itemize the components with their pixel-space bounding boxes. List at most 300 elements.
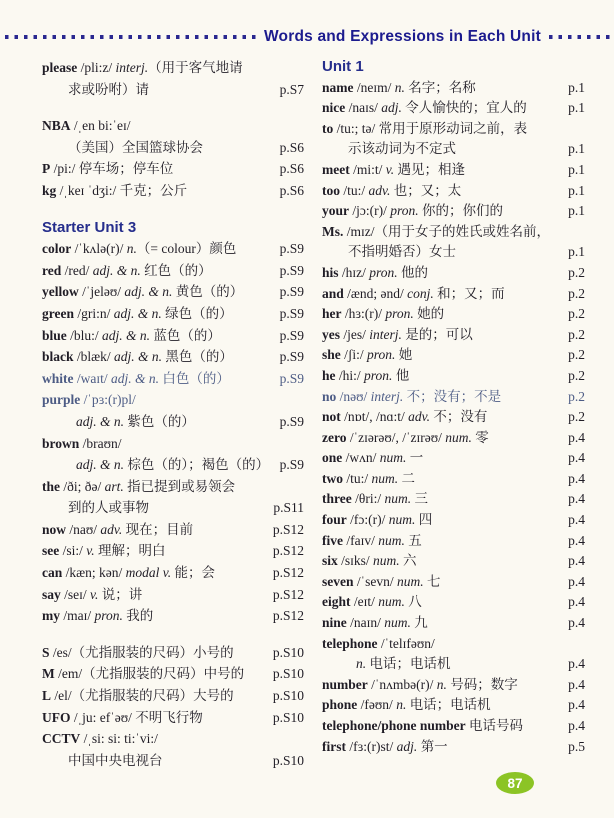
entry-word: P	[42, 161, 51, 177]
entry-line	[42, 57, 304, 79]
entry-word: please	[42, 60, 78, 75]
page-ref: p.4	[568, 594, 585, 610]
entry-line	[42, 158, 304, 180]
entry-line	[322, 139, 585, 160]
text-run: /ʃi:/	[340, 347, 368, 363]
section-heading: Starter Unit 3	[42, 218, 137, 236]
entry-text	[42, 519, 193, 541]
text-run: /hi:/	[335, 367, 365, 383]
text-run: 零	[471, 429, 489, 445]
entry-word: color	[42, 241, 72, 257]
entry-word: three	[322, 491, 352, 507]
text-run: /ˈpɜ:(r)pl/	[80, 392, 136, 408]
vocab-entry	[322, 675, 585, 696]
text-run: /blu:/	[66, 327, 103, 343]
text-run: 蓝色（的）	[150, 327, 221, 343]
entry-line	[42, 685, 304, 707]
text-run: num.	[384, 491, 412, 507]
page-ref: p.S9	[279, 241, 304, 257]
entry-word: white	[42, 370, 74, 386]
page-ref: p.S9	[279, 262, 304, 278]
vocab-entry	[42, 519, 304, 541]
entry-line	[42, 728, 304, 750]
vocab-entry	[322, 201, 585, 222]
page-ref: p.1	[568, 182, 585, 198]
text-run: 电话；电话机	[366, 656, 451, 672]
vocab-entry	[322, 695, 585, 716]
text-run: /mi:t/	[349, 161, 386, 177]
page-ref: p.S9	[279, 327, 304, 343]
text-run: /ˌsi: si: ti:ˈvi:/	[80, 731, 158, 747]
vocab-entry	[322, 366, 585, 387]
text-run: /mɪz/（用于女子的姓氏或姓名前，	[343, 223, 550, 239]
text-run: interj.	[370, 388, 404, 404]
text-run: adj. & n.	[113, 305, 162, 321]
entry-line	[322, 428, 585, 449]
entry-word: kg	[42, 182, 57, 198]
entry-word: to	[322, 120, 334, 136]
text-run: 红色（的）	[140, 262, 212, 278]
text-run: 指已提到或易领会	[123, 478, 236, 494]
text-run: /seɪ/	[60, 586, 91, 602]
text-run: pron.	[369, 264, 398, 280]
vocab-entry	[42, 303, 304, 325]
page-ref: p.S10	[272, 709, 304, 725]
entry-word: your	[322, 203, 349, 219]
entry-word: no	[322, 388, 337, 404]
text-run: /ˈjeləʊ/	[78, 284, 125, 300]
text-run: /pli:z/	[77, 60, 116, 75]
text-run: adv.	[368, 182, 391, 198]
entry-word: too	[322, 182, 340, 198]
page-ref: p.4	[568, 615, 585, 631]
text-run: /fɔ:(r)/	[346, 512, 389, 528]
text-run: 说；讲	[98, 586, 143, 602]
page-ref: p.4	[568, 450, 585, 466]
text-run: /gri:n/	[74, 305, 114, 321]
text-run: /fəʊn/	[357, 697, 397, 713]
entry-line	[322, 551, 585, 572]
text-run: adj.	[396, 738, 418, 754]
entry-text	[42, 346, 233, 368]
page-ref: p.2	[568, 367, 585, 383]
entry-line	[42, 584, 304, 606]
entry-word: four	[322, 512, 347, 528]
entry-word: number	[322, 676, 368, 692]
text-run: /waɪt/	[73, 370, 111, 386]
entry-text	[42, 180, 187, 202]
spacer	[42, 100, 304, 115]
vocab-entry	[322, 551, 585, 572]
page-ref: p.S9	[279, 457, 304, 473]
vocab-entry	[42, 325, 304, 347]
entry-line	[322, 407, 585, 428]
text-run: /naɪs/	[345, 100, 382, 116]
vocab-entry	[42, 238, 304, 260]
entry-word: telephone/phone number	[322, 718, 466, 733]
page-ref: p.S12	[272, 586, 304, 602]
text-run: 白色（的）	[159, 370, 230, 386]
vocab-entry	[42, 281, 304, 303]
entry-line	[322, 201, 585, 222]
text-run: /ði; ðə/	[60, 478, 105, 494]
page-ref: p.4	[568, 470, 585, 486]
vocab-entry	[322, 428, 585, 449]
vocab-entry	[42, 158, 304, 180]
text-run: /ˈsevn/	[353, 573, 397, 589]
text-run: /fɜ:(r)st/	[346, 738, 397, 754]
page-ref: p.1	[568, 203, 585, 219]
text-run: n.	[396, 697, 407, 713]
entry-word: seven	[322, 573, 354, 589]
text-run: 不；没有；不是	[403, 388, 502, 404]
entry-line	[42, 260, 304, 282]
text-run: pron.	[367, 347, 396, 363]
entry-word: CCTV	[42, 731, 81, 747]
entry-text	[322, 201, 503, 222]
entry-word: eight	[322, 594, 351, 610]
text-run: adj. & n.	[76, 457, 125, 473]
page-ref: p.S12	[272, 521, 304, 537]
vocab-entry	[42, 368, 304, 390]
vocab-entry	[42, 540, 304, 562]
entry-line	[42, 605, 304, 627]
entry-line	[322, 366, 585, 387]
entry-word: nine	[322, 615, 347, 631]
text-run: 名字；名称	[404, 79, 476, 95]
text-run: /tu:/	[343, 470, 372, 486]
text-run: 是的；可以	[401, 326, 473, 342]
vocab-entry	[42, 685, 304, 707]
entry-text	[322, 613, 428, 634]
entry-line	[42, 497, 304, 519]
entry-text	[322, 510, 432, 531]
entry-text	[322, 572, 441, 593]
text-run: 也；又；太	[390, 182, 462, 198]
vocab-entry	[322, 613, 585, 634]
text-run: interj.	[369, 326, 402, 342]
entry-word: his	[322, 264, 339, 280]
text-run: /wʌn/	[342, 450, 380, 466]
page-ref: p.2	[568, 347, 585, 363]
page-ref: p.S6	[279, 161, 304, 177]
entry-text	[322, 242, 456, 263]
entry-line	[322, 716, 585, 737]
text-run: /blæk/	[73, 349, 115, 365]
entry-text	[42, 303, 233, 325]
entry-text	[42, 685, 234, 707]
spacer	[42, 627, 304, 642]
dotted-rule-right	[549, 35, 614, 39]
entry-line	[42, 325, 304, 347]
entry-line	[322, 695, 585, 716]
entry-word: say	[42, 586, 61, 602]
entry-text	[322, 78, 476, 99]
page-ref: p.S9	[279, 284, 304, 300]
text-run: 他的	[397, 264, 429, 280]
page-ref: p.2	[568, 409, 585, 425]
vocab-entry	[322, 284, 585, 305]
vocab-entry	[42, 346, 304, 368]
entry-line	[322, 634, 585, 655]
entry-word: can	[42, 565, 63, 581]
page-ref: p.S12	[272, 565, 304, 581]
entry-line	[42, 519, 304, 541]
page-ref: p.1	[568, 244, 585, 260]
vocab-entry	[42, 57, 304, 100]
entry-line	[42, 281, 304, 303]
vocab-entry	[322, 510, 585, 531]
section-heading: Unit 1	[322, 58, 364, 75]
entry-word: telephone	[322, 635, 378, 651]
text-run: pron.	[94, 608, 123, 624]
text-run: /es/（尤指服装的尺码）小号的	[49, 644, 234, 660]
entry-text	[42, 642, 234, 664]
text-run: num.	[378, 594, 405, 610]
vocab-entry	[322, 345, 585, 366]
page-ref: p.S12	[272, 608, 304, 624]
entry-line	[42, 346, 304, 368]
page-ref: p.2	[568, 264, 585, 280]
page-ref: p.5	[568, 738, 585, 754]
entry-line	[42, 562, 304, 584]
entry-line	[322, 345, 585, 366]
text-run: num.	[445, 429, 472, 445]
spacer	[42, 202, 304, 217]
entry-word: she	[322, 347, 341, 363]
vocab-entry	[322, 531, 585, 552]
entry-text	[42, 433, 122, 455]
vocab-entry	[322, 119, 585, 160]
entry-word: UFO	[42, 709, 71, 725]
entry-line	[322, 119, 585, 140]
entry-line	[42, 411, 304, 433]
text-run: /jɔ:(r)/	[349, 203, 391, 219]
entry-word: zero	[322, 429, 347, 445]
text-run: 不；没有	[430, 409, 488, 425]
text-run: （用于客气地请	[148, 60, 243, 75]
text-run: （= colour）颜色	[136, 241, 237, 257]
text-run: num.	[378, 532, 405, 548]
entry-text	[42, 389, 136, 411]
text-run: /ˈzɪərəʊ/, /ˈzɪrəʊ/	[346, 429, 446, 445]
text-run: 六	[399, 553, 417, 569]
entry-line	[322, 737, 585, 758]
vocab-entry	[322, 737, 585, 758]
text-run: pron.	[390, 203, 419, 219]
text-run: adv.	[100, 521, 123, 537]
vocab-entry	[42, 433, 304, 476]
entry-text	[42, 281, 243, 303]
page-ref: p.S10	[272, 752, 304, 768]
page-ref: p.S9	[279, 370, 304, 386]
entry-text	[42, 158, 173, 180]
entry-line	[322, 675, 585, 696]
vocab-entry	[322, 263, 585, 284]
page-ref: p.4	[568, 429, 585, 445]
entry-line	[322, 304, 585, 325]
entry-text	[322, 695, 491, 716]
text-run: /θri:/	[351, 491, 385, 507]
text-run: v.	[385, 161, 395, 177]
entry-text	[322, 489, 428, 510]
page-ref: p.1	[568, 100, 585, 116]
dotted-rule-left	[5, 35, 256, 39]
text-run: num.	[388, 512, 416, 528]
text-run: （美国）全国篮球协会	[68, 139, 203, 155]
entry-line	[322, 181, 585, 202]
text-run: pron.	[385, 306, 414, 322]
entry-text	[322, 675, 518, 696]
text-run: /ˈtelɪfəʊn/	[377, 635, 435, 651]
page-ref: p.4	[568, 532, 585, 548]
text-run: num.	[397, 573, 424, 589]
text-run: adj. & n.	[111, 370, 160, 386]
text-run: 紫色（的）	[124, 413, 195, 429]
entry-line	[42, 476, 304, 498]
vocab-entry	[322, 387, 585, 408]
text-run: interj.	[115, 60, 149, 75]
text-run: 九	[410, 615, 428, 631]
entry-word: black	[42, 349, 74, 365]
text-run: adj. & n.	[76, 413, 125, 429]
text-run: 黄色（的）	[172, 284, 244, 300]
text-run: 现在；目前	[122, 521, 194, 537]
page-number-badge: 87	[496, 772, 534, 794]
entry-text	[42, 411, 195, 433]
text-run: 我的	[122, 608, 154, 624]
text-run: 他	[392, 367, 410, 383]
entry-word: not	[322, 409, 341, 425]
entry-word: green	[42, 305, 74, 321]
entry-text	[322, 716, 523, 737]
vocab-entry	[322, 98, 585, 119]
vocab-entry	[322, 448, 585, 469]
entry-word: nice	[322, 100, 346, 116]
entry-word: two	[322, 470, 343, 486]
entry-word: meet	[322, 161, 350, 177]
vocab-entry	[42, 584, 304, 606]
text-run: num.	[384, 615, 411, 631]
text-run: num.	[373, 553, 400, 569]
entry-text	[42, 728, 158, 750]
text-run: n.	[394, 79, 405, 95]
page-ref: p.S10	[272, 688, 304, 704]
page-ref: p.2	[568, 285, 585, 301]
entry-text	[42, 238, 236, 260]
text-run: /em/（尤指服装的尺码）中号的	[54, 666, 245, 682]
entry-text	[322, 139, 456, 160]
entry-line	[322, 387, 585, 408]
entry-line	[322, 510, 585, 531]
page-ref: p.1	[568, 141, 585, 157]
text-run: /ˈkʌlə(r)/	[71, 241, 127, 257]
entry-word: blue	[42, 327, 67, 343]
vocab-entry	[42, 562, 304, 584]
entry-word: her	[322, 306, 342, 322]
entry-line	[322, 531, 585, 552]
text-run: 令人愉快的；宜人的	[401, 100, 527, 116]
entry-text	[322, 181, 461, 202]
text-run: 三	[411, 491, 428, 507]
entry-word: my	[42, 608, 60, 624]
text-run: n.	[126, 241, 137, 257]
entry-line	[42, 238, 304, 260]
entry-text	[322, 387, 501, 408]
entry-line	[42, 368, 304, 390]
entry-text	[42, 750, 163, 772]
entry-word: M	[42, 666, 55, 682]
text-run: /braʊn/	[79, 435, 122, 451]
entry-word: S	[42, 644, 50, 660]
vocab-entry	[322, 489, 585, 510]
page-ref: p.4	[568, 676, 585, 692]
entry-text	[322, 448, 423, 469]
text-run: 示该动词为不定式	[348, 141, 456, 157]
entry-line	[42, 707, 304, 729]
vocab-entry	[322, 160, 585, 181]
text-run: /tu:; tə/ 常用于原形动词之前，表	[333, 120, 528, 136]
text-run: /kæn; kən/	[62, 565, 126, 581]
text-run: /el/（尤指服装的尺码）大号的	[51, 688, 234, 704]
vocab-entry	[42, 605, 304, 627]
page-ref: p.1	[568, 161, 585, 177]
entry-text	[322, 592, 422, 613]
entry-line	[322, 242, 585, 263]
vocab-entry	[42, 476, 304, 519]
entry-word: name	[322, 79, 354, 95]
text-run: /eɪt/	[350, 594, 379, 610]
vocab-entry	[42, 115, 304, 158]
entry-text	[42, 454, 269, 476]
text-run: 你的；你们的	[418, 203, 503, 219]
text-run: /ˌen bi:ˈeɪ/	[70, 118, 131, 134]
entry-word: now	[42, 521, 67, 537]
entry-line	[322, 489, 585, 510]
vocab-entry	[322, 716, 585, 737]
entry-word: brown	[42, 435, 80, 451]
text-run: 二	[398, 470, 416, 486]
vocab-entry	[42, 707, 304, 729]
text-run: /naɪn/	[346, 615, 385, 631]
entry-line	[42, 115, 304, 137]
text-run: 求或吩咐）请	[68, 81, 149, 97]
entry-text	[42, 562, 215, 584]
text-run: /faɪv/	[343, 532, 379, 548]
entry-word: NBA	[42, 118, 71, 134]
entry-text	[322, 654, 451, 675]
entry-text	[42, 497, 149, 519]
text-run: v.	[86, 543, 95, 559]
text-run: /hɪz/	[338, 264, 370, 280]
entry-line	[42, 137, 304, 159]
entry-text	[322, 304, 444, 325]
entry-text	[322, 284, 505, 305]
text-run: adj. & n.	[114, 349, 163, 365]
page-ref: p.4	[568, 512, 585, 528]
entry-text	[322, 531, 422, 552]
page-title: Words and Expressions in Each Unit	[264, 28, 541, 45]
text-run: /ˈnʌmbə(r)/	[367, 676, 437, 692]
entry-line	[322, 98, 585, 119]
entry-text	[42, 707, 203, 729]
entry-word: L	[42, 688, 52, 704]
entry-word: purple	[42, 392, 81, 408]
text-run: adv.	[408, 409, 431, 425]
page-ref: p.2	[568, 306, 585, 322]
entry-text	[322, 366, 409, 387]
entry-line	[322, 613, 585, 634]
